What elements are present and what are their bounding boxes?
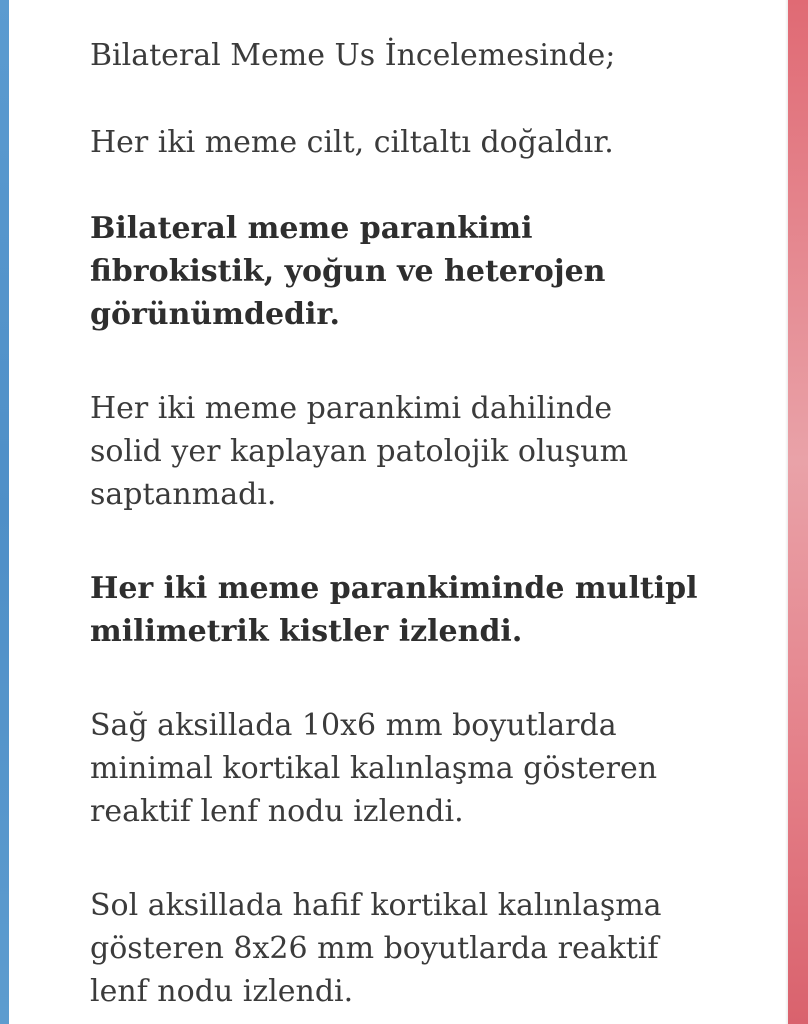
report-paragraph-no-mass: Her iki meme parankimi dahilinde solid yer kaplayan patolojik oluşum saptanmadı. — [90, 391, 629, 512]
report-paragraph-parenchyma: Bilateral meme parankimi fibrokistik, yoğun ve heterojen görünümdedir. — [90, 211, 606, 332]
report-heading: Bilateral Meme Us İncelemesinde; — [90, 38, 616, 73]
report-paragraph-left-axilla: Sol aksillada hafif kortikal kalınlaşma gösteren 8x26 mm boyutlarda reaktif lenf nodu izlendi. — [90, 888, 662, 1009]
right-page-edge — [788, 0, 808, 1024]
report-paragraph-skin: Her iki meme cilt, ciltaltı doğaldır. — [90, 125, 614, 160]
left-page-edge — [0, 0, 9, 1024]
report-paragraph-cysts: Her iki meme parankiminde multipl milimetrik kistler izlendi. — [90, 571, 698, 649]
report-paragraph-right-axilla: Sağ aksillada 10x6 mm boyutlarda minimal kortikal kalınlaşma gösteren reaktif lenf nodu izlendi. — [90, 708, 658, 829]
